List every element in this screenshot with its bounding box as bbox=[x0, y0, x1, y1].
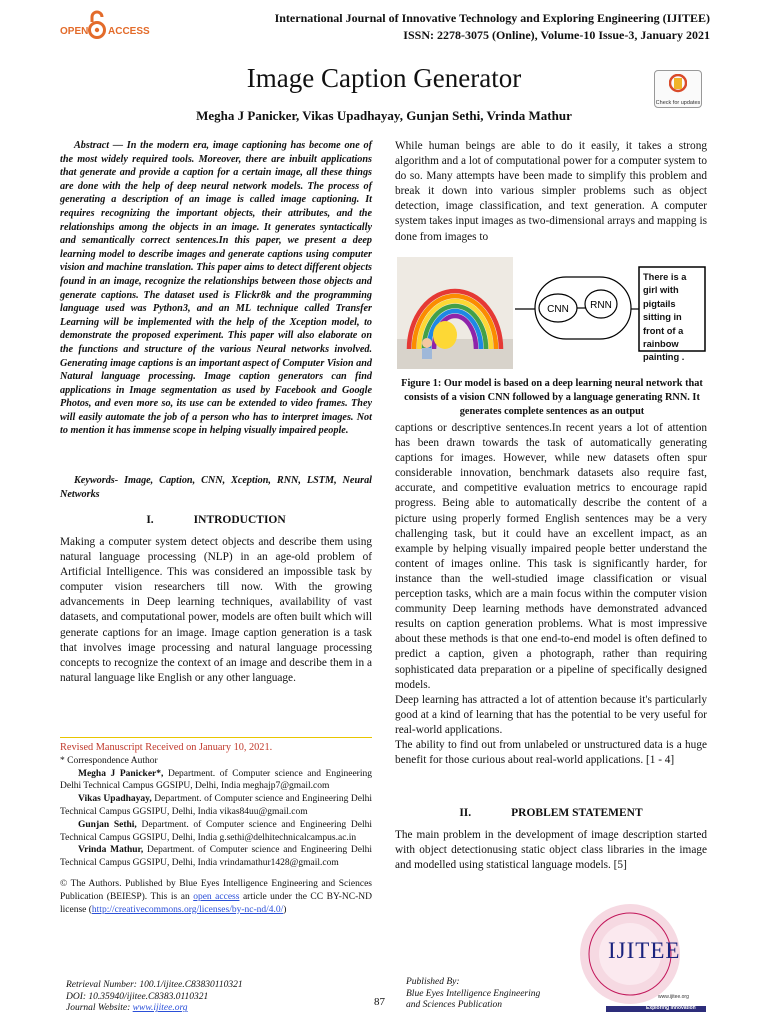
abstract: Abstract — In the modern era, image captioning has become one of the most widely required tools. Moreover, there are inbuilt applications that generate and provide a caption for a certain image, all these things are done with the help of deep neural network models. The process of generating a description of an image is called image captioning. It requires recognizing the important objects, their attributes, and the relationships among the objects in an image. It generates syntactically and semantically correct sentences.In this paper, we present a deep learning model to describe images and generate captions using computer vision and machine translation. This paper aims to detect different objects found in an image, recognize the relationships between those objects and generate captions. The dataset used is Flickr8k and the programming language used was Python3, and an ML technique called Transfer Learning will be implemented with the help of the Xception model, to demonstrate the proposed experiment. This paper will also elaborate on the functions and structure of the various Neural networks involved. Generating image captions is an important aspect of Computer Vision and Natural language processing. Image caption generators can find applications in Image segmentation as used by Facebook and Google Photos, and even more so, its use can be extended to video frames. They will easily automate the job of a person who has to interpret images. Not to mention it has immense scope in helping visually impaired people. bbox=[60, 140, 372, 437]
publisher-name: and Sciences Publication bbox=[406, 1000, 503, 1011]
author-name: Megha J Panicker*, bbox=[78, 768, 164, 779]
author-affiliation bbox=[60, 819, 372, 845]
copyright-notice bbox=[60, 878, 372, 916]
correspondence-label: * Correspondence Author bbox=[60, 755, 158, 766]
doi: DOI: 10.35940/ijitee.C8383.0110321 bbox=[66, 991, 209, 1002]
cnn-label: CNN bbox=[547, 304, 569, 315]
affiliation-text: Department. of Computer science and Engineering Delhi Technical Campus GGSIPU, Delhi, India vrindamathur1428@gmail.com bbox=[60, 845, 372, 869]
keywords: Keywords- Image, Caption, CNN, Xception, RNN, LSTM, Neural Networks bbox=[60, 475, 372, 500]
open-lock-icon bbox=[88, 10, 106, 40]
check-for-updates-badge[interactable] bbox=[654, 70, 702, 108]
paper-title: Image Caption Generator bbox=[246, 63, 522, 93]
paragraph: The ability to find out from unlabeled or unstructured data is a huge benefit for those curious about real-world applications. [1 - 4] bbox=[395, 738, 707, 767]
footer-identifiers bbox=[66, 980, 386, 1015]
open-access-link[interactable]: open access bbox=[193, 891, 240, 902]
author-notes bbox=[60, 737, 372, 916]
journal-issn: ISSN: 2278-3075 (Online), Volume-10 Issue-3, January 2021 bbox=[403, 28, 710, 42]
journal-website bbox=[66, 1003, 386, 1015]
introduction-text: Making a computer system detect objects and describe them using natural language processing (NLP) in an age-old problem of Artificial Intelligence. This was considered an impossible task by computer vision researchers till now. With the growing advancements in Deep learning techniques, availability of vast datasets, and computational power, models are often built which will generate captions for an image. Image caption generation is a task that involves image processing and natural language processing concepts to recognize the context of an image and describe them in a natural language like English or any other language. bbox=[60, 536, 372, 684]
badge-label: Check for updates bbox=[655, 100, 701, 106]
logo-text-access: ACCESS bbox=[108, 26, 150, 37]
ijitee-site: www.ijitee.org bbox=[658, 994, 689, 1000]
section-title: INTRODUCTION bbox=[193, 514, 286, 526]
ijitee-wordmark: IJITEE bbox=[608, 938, 681, 963]
section-number: II. bbox=[459, 807, 472, 819]
output-caption-text: There is a girl with pigtails sitting in front of a rainbow painting . bbox=[643, 272, 687, 363]
ijitee-tagline: Exploring Innovation bbox=[646, 1005, 696, 1011]
paragraph: Deep learning has attracted a lot of attention because it's particularly good at a kind of learning that has the potential to be very useful for real-world applications. bbox=[395, 693, 707, 736]
copyright-text: article under the CC BY-NC-ND license ( bbox=[60, 891, 372, 915]
figure-model-diagram bbox=[397, 257, 707, 370]
author-name: Gunjan Sethi, bbox=[78, 819, 137, 830]
ijitee-seal-logo bbox=[568, 900, 708, 1012]
page-number: 87 bbox=[374, 996, 385, 1008]
section-title: PROBLEM STATEMENT bbox=[511, 807, 643, 819]
retrieval-number: Retrieval Number: 100.1/ijitee.C83830110321 bbox=[66, 980, 243, 990]
open-access-logo bbox=[60, 10, 170, 42]
section-heading-problem-statement bbox=[395, 807, 707, 819]
copyright-text: © The Authors. Published by Blue Eyes Intelligence Engineering and Sciences Publication (BEIESP). This is an bbox=[60, 878, 372, 902]
paragraph: captions or descriptive sentences.In recent years a lot of attention has been drawn towards the task of automatically generating captions for images. However, while new datasets often spur considerable innovation, benchmark datasets also require fast, accurate, and competitive evaluation metrics to encourage rapid progress. Being able to automatically describe the content of a picture using properly formed English sentences may be a very challenging task, but it could have an excellent impact, as an example by helping visually impaired people better understand the content of images online. This task is significantly harder, for instance than the well-studied image classification or visual perception tasks, which are a main focus within the computer vision community Deep learning methods have demonstrated advanced results on caption generation problems. What is most impressive about these methods is that one end-to-end model is often defined to predict a caption, given a photograph, rather than requiring sophisticated data preparation or a pipeline of specifically designed models. bbox=[395, 422, 707, 691]
publisher-name: Blue Eyes Intelligence Engineering bbox=[406, 988, 541, 999]
journal-header bbox=[200, 10, 710, 44]
notes-divider bbox=[60, 737, 372, 738]
problem-statement-text: The main problem in the development of image description started with object detectionusing static object class libraries in the image and modelled using statistical language models. [5] bbox=[395, 829, 707, 872]
revised-date: Revised Manuscript Received on January 10, 2021. bbox=[60, 742, 273, 753]
website-label: Journal Website: bbox=[66, 1003, 133, 1014]
rnn-label: RNN bbox=[590, 300, 612, 311]
author-name: Vikas Upadhayay, bbox=[78, 794, 152, 805]
author-affiliation bbox=[60, 793, 372, 819]
author-affiliation bbox=[60, 844, 372, 870]
publisher-info bbox=[406, 977, 566, 1012]
journal-name: International Journal of Innovative Technology and Exploring Engineering (IJITEE) bbox=[274, 11, 710, 25]
author-name: Vrinda Mathur, bbox=[78, 845, 144, 856]
right-column-body bbox=[395, 421, 707, 768]
affiliation-text: Department. of Computer science and Engineering Delhi Technical Campus GGSIPU, Delhi, India vikas84uu@gmail.com bbox=[60, 794, 372, 817]
published-by-label: Published By: bbox=[406, 977, 460, 987]
author-affiliation bbox=[60, 768, 372, 794]
logo-text-open: OPEN bbox=[60, 26, 89, 37]
author-list: Megha J Panicker, Vikas Upadhayay, Gunjan Sethi, Vrinda Mathur bbox=[196, 108, 572, 123]
bookmark-icon bbox=[669, 74, 687, 94]
intro-continued-text: While human beings are able to do it easily, it takes a strong algorithm and a lot of computational power for a computer system to do so. Many attempts have been made to simplify this problem and break it down into various simpler problems such as object detection, image classification, and text generation. A computer system takes input images as two-dimensional arrays and mapping is done from images to bbox=[395, 140, 707, 243]
website-link[interactable]: www.ijitee.org bbox=[132, 1003, 188, 1014]
license-link[interactable]: http://creativecommons.org/licenses/by-nc-nd/4.0/ bbox=[91, 904, 284, 915]
girl-figure bbox=[422, 338, 432, 348]
section-heading-introduction bbox=[60, 514, 372, 526]
figure-caption: Figure 1: Our model is based on a deep learning neural network that consists of a vision CNN followed by a language generating RNN. It generates complete sentences as an output bbox=[401, 378, 703, 418]
copyright-text: ) bbox=[283, 904, 287, 915]
affiliation-text: Department. of Computer science and Engineering Delhi Technical Campus GGSIPU, Delhi, India meghajp7@gmail.com bbox=[60, 768, 372, 792]
affiliation-text: Department. of Computer science and Engineering Delhi Technical Campus GGSIPU, Delhi, India g.sethi@delhitechnicalcampus.ac.in bbox=[60, 819, 372, 843]
section-number: I. bbox=[146, 514, 154, 526]
